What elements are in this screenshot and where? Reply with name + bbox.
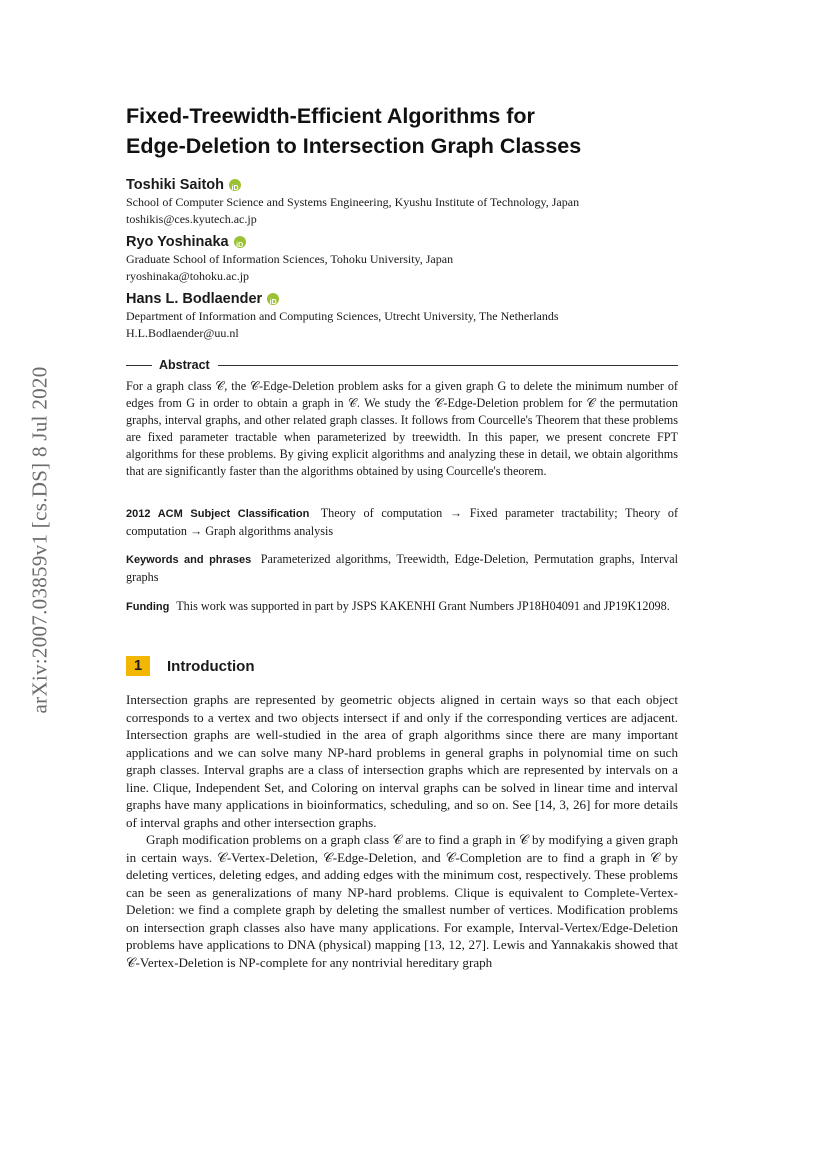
title-line-2: Edge-Deletion to Intersection Graph Classes [126,134,582,158]
author-email: H.L.Bodlaender@uu.nl [126,326,239,340]
funding-label: Funding [126,601,170,613]
keywords-label: Keywords and phrases [126,554,252,566]
orcid-icon[interactable] [267,293,279,305]
body-text [126,691,678,971]
author-email: ryoshinaka@tohoku.ac.jp [126,269,250,283]
abstract-rule-right [218,365,678,366]
acm-text: Theory of computation → Fixed parameter tractability; Theory of computation → Graph algorithms analysis [126,506,678,538]
author-name-text: Toshiki Saitoh [126,177,225,193]
section-number-badge: 1 [126,656,150,676]
abstract-text: For a graph class 𝒞, the 𝒞-Edge-Deletion problem asks for a given graph G to delete the minimum number of edges from G in order to obtain a graph in 𝒞. We study the 𝒞-Edge-Deletion problem for 𝒞 the permutation graphs, interval graphs, and other related graph classes. It follows from Courcelle's Theorem that these problems are fixed parameter tractable when parameterized by treewidth. In this paper, we present concrete FPT algorithms for these problems. By giving explicit algorithms and analyzing these in detail, we obtain algorithms that are significantly faster than the algorithms obtained by using Courcelle's theorem. [126,379,678,478]
author-name-text: Hans L. Bodlaender [126,291,263,307]
author-block-2 [126,233,686,285]
orcid-icon[interactable] [229,179,241,191]
section-title: Introduction [167,657,255,675]
orcid-icon[interactable] [234,236,246,248]
funding [126,598,678,616]
abstract-heading [126,357,678,373]
author-block-1 [126,176,686,228]
paper-title [126,101,678,161]
author-name-text: Ryo Yoshinaka [126,234,229,250]
keywords-text: Parameterized algorithms, Treewidth, Edge-Deletion, Permutation graphs, Interval graphs [126,552,678,584]
section-heading [126,656,254,676]
author-name [126,290,686,308]
acm-classification [126,505,678,540]
author-block-3 [126,290,686,342]
paragraph: Intersection graphs are represented by geometric objects aligned in certain ways so that each object corresponds to a vertex and two objects intersect if and only if the corresponding vertices are adjacent. Intersection graphs are well-studied in the area of graph algorithms since there are many important applications and we can solve many NP-hard problems in general graphs in polynomial time on such graph classes. Interval graphs are a class of intersection graphs which are represented by intervals on a line. Clique, Independent Set, and Coloring on interval graphs can be solved in linear time and interval graphs have many applications in bioinformatics, scheduling, and so on. See [14, 3, 26] for more details of interval graphs and other intersection graphs. [126,692,678,830]
author-affiliation: Graduate School of Information Sciences, Tohoku University, Japan [126,252,454,266]
arxiv-id-text: arXiv:2007.03859v1 [cs.DS] 8 Jul 2020 [27,366,52,714]
paragraph: Graph modification problems on a graph class 𝒞 are to find a graph in 𝒞 by modifying a given graph in certain ways. 𝒞-Vertex-Deletion, 𝒞-Edge-Deletion, and 𝒞-Completion are to find a graph in 𝒞 by deleting vertices, deleting edges, and adding edges with the minimum cost, respectively. These problems can be seen as generalizations of many NP-hard problems. Clique is equivalent to Complete-Vertex-Deletion: we find a complete graph by deleting the smallest number of vertices. Modification problems on intersection graph classes also have many applications. For example, Interval-Vertex/Edge-Deletion problems have applications to DNA (physical) mapping [13, 12, 27]. Lewis and Yannakakis showed that 𝒞-Vertex-Deletion is NP-complete for any nontrivial hereditary graph [126,832,678,970]
acm-label: 2012 ACM Subject Classification [126,508,310,520]
author-name [126,176,686,194]
title-line-1: Fixed-Treewidth-Efficient Algorithms for [126,104,535,128]
author-name [126,233,686,251]
funding-text: This work was supported in part by JSPS KAKENHI Grant Numbers JP18H04091 and JP19K12098. [176,599,670,613]
abstract-label: Abstract [159,358,210,372]
abstract-rule-left [126,365,152,366]
keywords [126,551,678,586]
arxiv-sidebar-identifier [20,366,60,714]
author-email: toshikis@ces.kyutech.ac.jp [126,212,257,226]
author-affiliation: Department of Information and Computing Sciences, Utrecht University, The Netherlands [126,309,559,323]
author-affiliation: School of Computer Science and Systems Engineering, Kyushu Institute of Technology, Japan [126,195,580,209]
